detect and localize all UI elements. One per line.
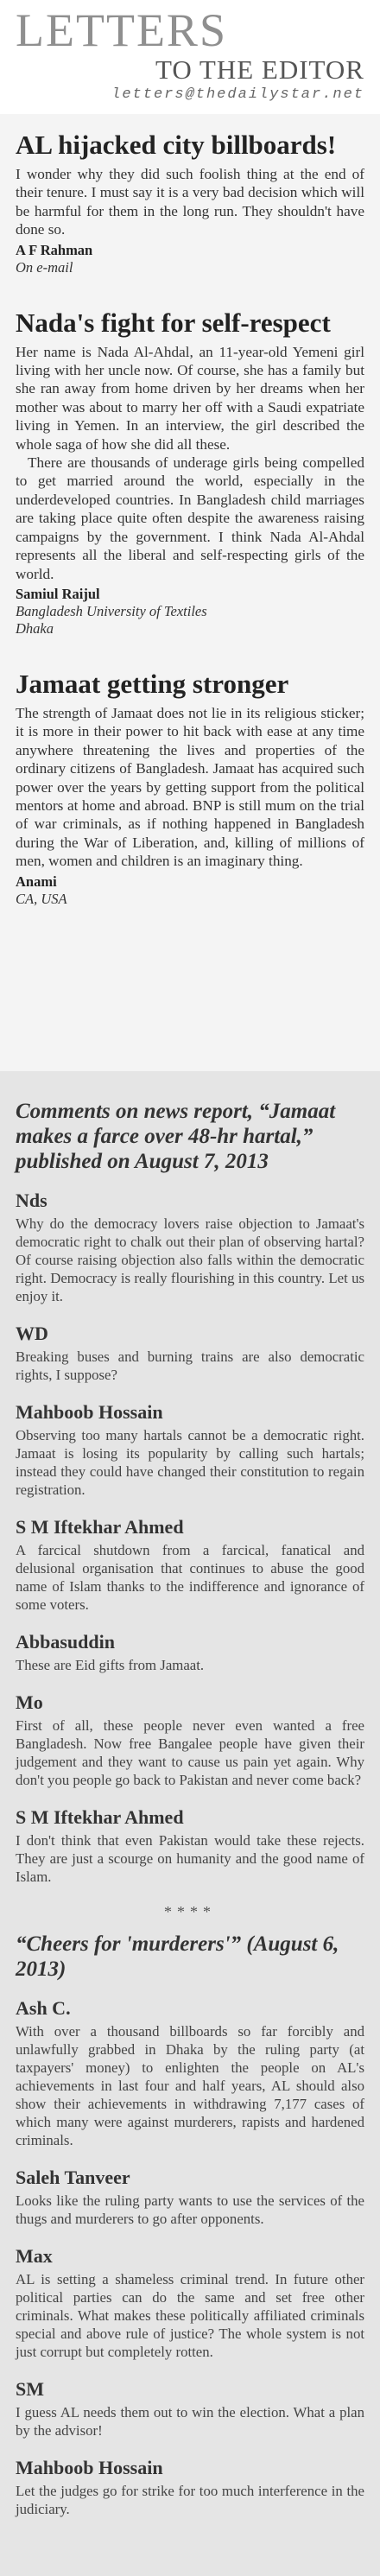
comment-author: WD [16, 1323, 48, 1344]
comment [16, 1516, 364, 1614]
letter-headline: Nada's fight for self-respect [16, 307, 331, 338]
masthead [0, 0, 380, 114]
comment-author: S M Iftekhar Ahmed [16, 1806, 184, 1828]
letter-author: Anami [16, 872, 57, 890]
comment-author: Max [16, 2245, 53, 2267]
letter-paragraph: Her name is Nada Al-Ahdal, an 11-year-old Yemeni girl living with her uncle now. Of course, she has a family but she ran away from home driven by her dreams when her mother was about to marry her off with a Saudi expatriate living in Yemen. In an interview, the girl described the whole saga of how she did all these. [16, 343, 364, 453]
comment-author: S M Iftekhar Ahmed [16, 1516, 184, 1538]
masthead-title: LETTERS [16, 4, 227, 56]
letter-paragraph: I wonder why they did such foolish thing at the end of their tenure. I must say it is a very bad decision which will be harmful for them in the long run. They shouldn't have done so. [16, 166, 364, 238]
comment-author: Mahboob Hossain [16, 2457, 163, 2478]
comments-heading: “Cheers for 'murderers'” (August 6, 2013) [16, 1932, 339, 1981]
comment-text: I guess AL needs them out to win the election. What a plan by the advisor! [16, 2404, 364, 2439]
comment [16, 1401, 364, 1499]
letter-affiliation: On e-mail [16, 258, 73, 276]
comment [16, 2378, 364, 2440]
letter-body [16, 343, 364, 583]
letter [16, 308, 364, 638]
letter-headline: AL hijacked city billboards! [16, 130, 337, 160]
comment-author: SM [16, 2378, 44, 2400]
letter-affiliation: Bangladesh University of Textiles [16, 602, 207, 619]
comment [16, 2167, 364, 2228]
comment-text: A farcical shutdown from a farcical, fanatical and delusional organisation that continues to abuse the good name of Islam thanks to the indifference and ignorance of some voters. [16, 1542, 364, 1613]
letter-author: Samiul Raijul [16, 585, 100, 602]
comment [16, 1323, 364, 1384]
comment-text: I don't think that even Pakistan would take these rejects. They are just a scourge on humanity and the good name of Islam. [16, 1832, 364, 1885]
comment-text: First of all, these people never even wanted a free Bangladesh. Now free Bangalee people have given their judgement and they want to cause us pain yet again. Why don't you people go back to Pakistan and never come back? [16, 1717, 364, 1788]
letter-affiliation: Dhaka [16, 619, 54, 637]
comment-text: Looks like the ruling party wants to use the services of the thugs and murderers to go after opponents. [16, 2192, 364, 2227]
letter-body [16, 704, 364, 871]
comment-text: With over a thousand billboards so far forcibly and unlawfully grabbed in Dhaka by the ruling party (at taxpayers' money) to enlighten the people on AL's achievements in last four and half years, AL should also show their achievements in withdrawing 7,177 cases of which many were against murderers, rapists and hardened criminals. [16, 2023, 364, 2148]
comment [16, 1691, 364, 1789]
comment-author: Abbasuddin [16, 1631, 115, 1653]
comment-author: Mahboob Hossain [16, 1401, 163, 1423]
comment-text: AL is setting a shameless criminal trend. In future other political parties can do the same and set free other criminals. What makes these politically affiliated criminals special and above rule of justice? The whole system is not just corrupt but completely rotten. [16, 2271, 364, 2360]
comment-text: Observing too many hartals cannot be a democratic right. Jamaat is losing its popularity by calling such hartals; instead they could have changed their constitution to regain registration. [16, 1427, 364, 1498]
letter [16, 669, 364, 908]
comment [16, 1997, 364, 2149]
comment [16, 1806, 364, 1886]
masthead-subtitle: TO THE EDITOR [155, 54, 364, 85]
comment [16, 1631, 364, 1674]
comment-author: Mo [16, 1691, 43, 1713]
comment [16, 2245, 364, 2361]
comments-heading: Comments on news report, “Jamaat makes a farce over 48-hr hartal,” published on August 7, 2013 [16, 1100, 336, 1173]
comment [16, 2457, 364, 2518]
letter [16, 130, 364, 276]
letter-body [16, 165, 364, 239]
section-divider: **** [164, 1903, 216, 1920]
comment-author: Nds [16, 1190, 48, 1211]
letter-headline: Jamaat getting stronger [16, 668, 289, 699]
comment-text: Breaking buses and burning trains are also democratic rights, I suppose? [16, 1348, 364, 1383]
comment-text: Let the judges go for strike for too much interference in the judiciary. [16, 2483, 364, 2517]
letter-paragraph: The strength of Jamaat does not lie in its religious sticker; it is more in their power to hit back with ease at any time anywhere threatening the lives and properties of the ordinary citizens of Bangladesh. Jamaat has acquired such power over the years by getting support from the political mentors at home and abroad. BNP is still mum on the trial of war criminals, as if nothing happened in Bangladesh during the War of Liberation, and, killing of millions of men, women and children is an imaginary thing. [16, 704, 364, 870]
comment-author: Saleh Tanveer [16, 2167, 130, 2188]
comment [16, 1190, 364, 1305]
letters-section [0, 114, 380, 1071]
letter-author: A F Rahman [16, 241, 93, 258]
letter-paragraph: There are thousands of underage girls being compelled to get married around the world, especially in the underdeveloped countries. In Bangladesh child marriages are taking place quite often despite the awareness raising campaigns by the government. I think Nada Al-Ahdal represents all the liberal and self-respecting girls of the world. [16, 454, 364, 582]
comment-text: Why do the democracy lovers raise objection to Jamaat's democratic right to chalk out their plan of observing hartal? Of course raising objection also falls within the democratic right. Democracy is really flourishing in this country. Let us enjoy it. [16, 1215, 364, 1304]
comments-section [0, 1071, 380, 2576]
letter-affiliation: CA, USA [16, 890, 67, 907]
comment-text: These are Eid gifts from Jamaat. [16, 1657, 205, 1673]
comment-author: Ash C. [16, 1997, 71, 2019]
editor-email: letters@thedailystar.net [111, 86, 364, 103]
